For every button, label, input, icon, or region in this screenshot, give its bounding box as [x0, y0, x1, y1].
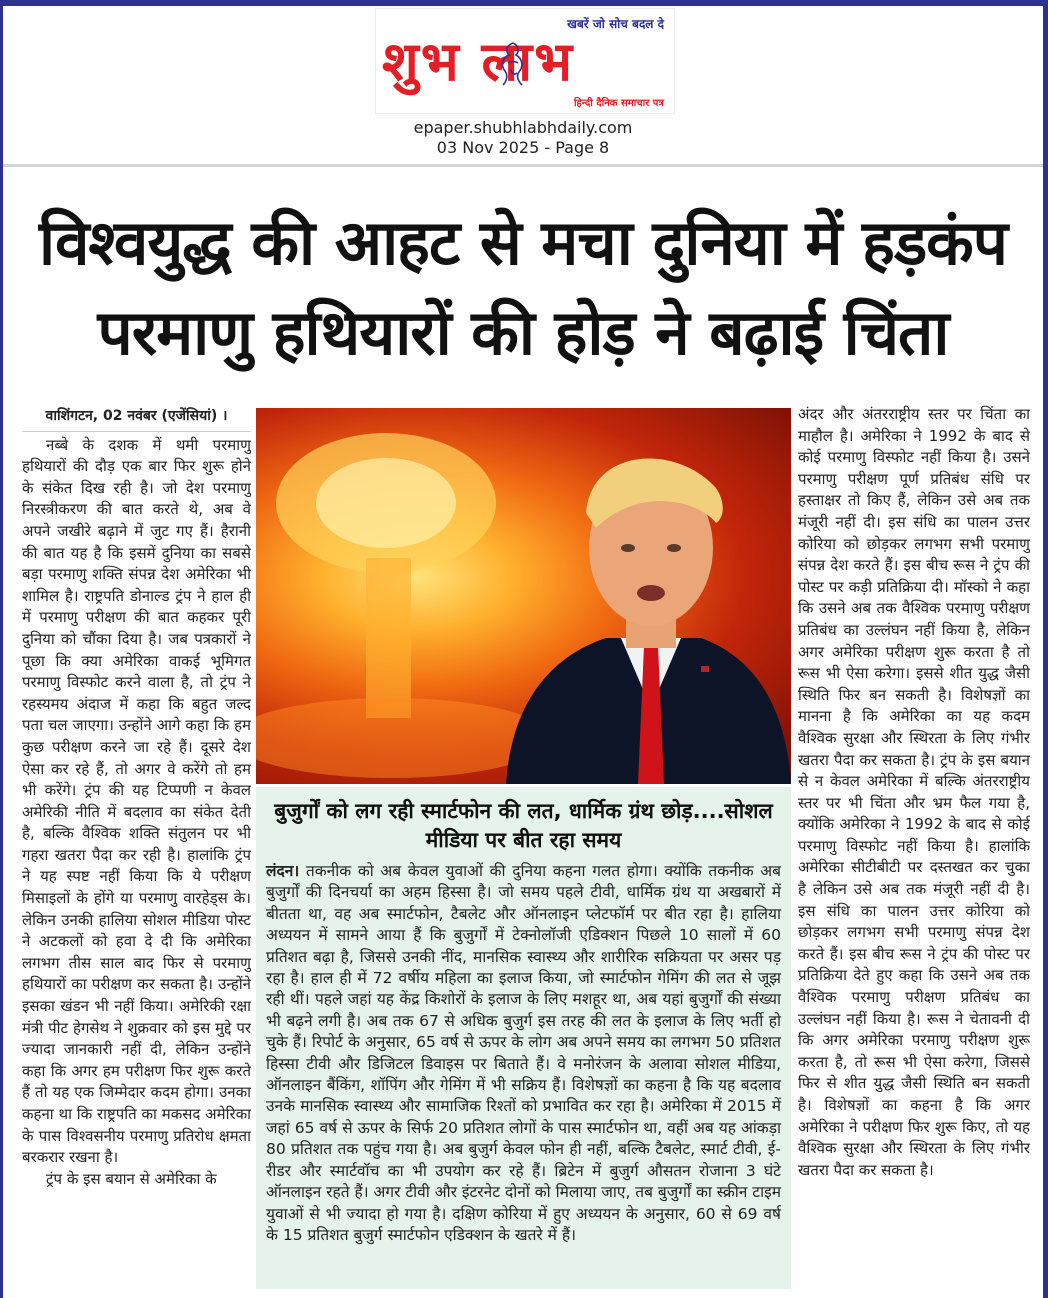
- side-story-title: बुजुर्गों को लग रही स्मार्टफोन की लत, धार्मिक ग्रंथ छोड़....सोशल मीडिया पर बीत रहा समय: [274, 799, 773, 852]
- ganesh-icon: [494, 39, 532, 89]
- headline-line-2: परमाणु हथियारों की होड़ ने बढ़ाई चिंता: [97, 296, 949, 369]
- story-paragraph-2-start: ट्रंप के इस बयान से अमेरिका के: [46, 1169, 217, 1188]
- story-paragraph-2-continued: अंदर और अंतरराष्ट्रीय स्तर पर चिंता का माहौल है। अमेरिका ने 1992 के बाद से कोई परमाणु विस्फोट नहीं किया है। उसने परमाणु परीक्षण पूर्ण प्रतिबंध संधि पर हस्ताक्षर तो किए हैं, लेकिन उसे अब तक मंजूरी नहीं दी। इस संधि का पालन उत्तर कोरिया को छोड़कर लगभग सभी परमाणु संपन्न देश करते हैं। इस बीच रूस ने ट्रंप की पोस्ट पर कड़ी प्रतिक्रिया दी। मॉस्को ने कहा कि उसने अब तक वैश्विक परमाणु परीक्षण प्रतिबंध का उल्लंघन नहीं किया है, लेकिन अगर अमेरिका परीक्षण शुरू करता है तो रूस भी ऐसा करेगा। इससे शीत युद्ध जैसी स्थिति फिर बन सकती है। विशेषज्ञों का मानना है कि अमेरिका का यह कदम वैश्विक सुरक्षा और स्थिरता के लिए गंभीर खतरा पैदा कर सकता है। ट्रंप के इस बयान से न केवल अमेरिका में बल्कि अंतरराष्ट्रीय स्तर पर भी चिंता और भ्रम फैल गया है, क्योंकि अमेरिका ने 1992 के बाद से कोई परमाणु विस्फोट नहीं किया है। हालांकि अमेरिका सीटीबीटी पर दस्तखत कर चुका है लेकिन उसे अब तक मंजूरी नहीं दी है। इस संधि का पालन उत्तर कोरिया को छोड़कर लगभग सभी परमाणु संपन्न देश करते हैं। इस बीच रूस ने ट्रंप की पोस्ट पर प्रतिक्रिया देते हुए कहा कि उसने अब तक वैश्विक परमाणु परीक्षण प्रतिबंध का उल्लंघन नहीं किया है। रूस ने चेतावनी दी कि अगर अमेरिका परमाणु परीक्षण शुरू करता है, तो रूस भी ऐसा करेगा, जिससे फिर से शीत युद्ध जैसी स्थिति बन सकती है। विशेषज्ञों का कहना है कि अगर अमेरिका ने परीक्षण फिर शुरू किए, तो यह वैश्विक सुरक्षा और स्थिरता के लिए गंभीर खतरा पैदा कर सकता है।: [798, 405, 1030, 1179]
- newspaper-logo[interactable]: [375, 8, 675, 114]
- edition-date-page: 03 Nov 2025 - Page 8: [436, 138, 610, 157]
- side-story-body: [266, 861, 781, 1246]
- logo-name: शुभ लाभ: [382, 30, 575, 93]
- epaper-page: [3, 6, 1043, 1298]
- nuclear-explosion-trump-illustration: [256, 408, 791, 784]
- site-url[interactable]: epaper.shubhlabhdaily.com: [413, 118, 633, 137]
- main-story-column-left: [22, 406, 251, 1292]
- story-photo: [256, 408, 791, 784]
- story-dateline: वाशिंगटन, 02 नवंबर (एजेंसियां) ।: [22, 406, 251, 432]
- logo-subtitle: हिन्दी दैनिक समाचार पत्र: [573, 98, 664, 109]
- masthead: [3, 6, 1043, 167]
- headline-line-1: विश्वयुद्ध की आहट से मचा दुनिया में हड़कंप: [39, 206, 1007, 279]
- main-story-column-right: [798, 404, 1030, 1290]
- side-story-box: [256, 787, 791, 1289]
- logo-tagline: खबरें जो सोच बदल दे: [567, 17, 664, 31]
- side-story-text: तकनीक को अब केवल युवाओं की दुनिया कहना गलत होगा। क्योंकि तकनीक अब बुजुर्गों की दिनचर्या का अहम हिस्सा है। जो समय पहले टीवी, धार्मिक ग्रंथ या अखबारों में बीतता था, वह अब स्मार्टफोन, टैबलेट और ऑनलाइन प्लेटफॉर्म पर बीत रहा है। हालिया अध्ययन में सामने आया हैं कि बुजुर्गों में टेक्नोलॉजी एडिक्शन पिछले 10 सालों में 60 प्रतिशत बढ़ा है, जिससे उनकी नींद, मानसिक स्वास्थ्य और शारीरिक सक्रियता पर असर पड़ रहा है। हाल ही में 72 वर्षीय महिला का इलाज किया, जो स्मार्टफोन गेमिंग की लत से जूझ रही थीं। पहले जहां यह केंद्र किशोरों के इलाज के लिए मशहूर था, अब यहां बुजुर्गों की संख्या भी बढ़ने लगी है। अब तक 67 से अधिक बुजुर्ग इस तरह की लत के इलाज के लिए भर्ती हो चुके हैं। रिपोर्ट के अनुसार, 65 वर्ष से ऊपर के लोग अब अपने समय का लगभग 50 प्रतिशत हिस्सा टीवी और डिजिटल डिवाइस पर बिताते हैं। वे मनोरंजन के अलावा सोशल मीडिया, ऑनलाइन बैंकिंग, शॉपिंग और गेमिंग में भी सक्रिय हैं। विशेषज्ञों का कहना है कि यह बदलाव उनके मानसिक स्वास्थ्य और सामाजिक रिश्तों को प्रभावित कर रहा है। अमेरिका में 2015 में जहां 65 वर्ष से ऊपर के सिर्फ 20 प्रतिशत लोगों के पास स्मार्टफोन था, वहीं अब यह आंकड़ा 80 प्रतिशत तक पहुंच गया है। अब बुजुर्ग केवल फोन ही नहीं, बल्कि टैबलेट, स्मार्ट टीवी, ई-रीडर और स्मार्टवॉच का भी उपयोग कर रहे हैं। ब्रिटेन में बुजुर्ग औसतन रोजाना 3 घंटे ऑनलाइन रहते हैं। अगर टीवी और इंटरनेट दोनों को मिलाया जाए, तब बुजुर्गों का स्क्रीन टाइम युवाओं से भी ज्यादा हो गया है। दक्षिण कोरिया में हुए अध्ययन के अनुसार, 60 से 69 वर्ष के 15 प्रतिशत बुजुर्ग स्मार्टफोन एडिक्शन के खतरे में हैं।: [266, 862, 781, 1244]
- site-info: [3, 118, 1043, 158]
- side-story-dateline: लंदन।: [266, 862, 300, 880]
- story-paragraph: नब्बे के दशक में थमी परमाणु हथियारों की दौड़ एक बार फिर शुरू होने के संकेत दिख रही है। जो देश परमाणु निरस्त्रीकरण की बात करते थे, अब वे अपने जखीरे बढ़ाने में जुट गए हैं। हैरानी की बात यह है कि इसमें दुनिया का सबसे बड़ा परमाणु शक्ति संपन्न देश अमेरिका भी शामिल है। राष्ट्रपति डोनाल्ड ट्रंप ने हाल ही में परमाणु परीक्षण की बात कहकर पूरी दुनिया को चौंका दिया है। जब पत्रकारों ने पूछा कि क्या अमेरिका वाकई भूमिगत परमाणु विस्फोट करने वाला है, तो ट्रंप ने रहस्यमय अंदाज में कहा कि बहुत जल्द पता चल जाएगा। उन्होंने आगे कहा कि हम कुछ परीक्षण करने जा रहे हैं। दूसरे देश ऐसा कर रहे हैं, तो अगर वे करेंगे तो हम भी करेंगे। ट्रंप की यह टिप्पणी न केवल अमेरिकी नीति में बदलाव का संकेत देती है, बल्कि वैश्विक शक्ति संतुलन पर भी गहरा खतरा पैदा कर रही है। हालांकि ट्रंप ने यह स्पष्ट नहीं किया कि ये परीक्षण मिसाइलों के होंगे या परमाणु वारहेड्स के। लेकिन उनकी हालिया सोशल मीडिया पोस्ट ने अटकलों को हवा दे दी कि अमेरिका लगभग तीस साल बाद फिर से परमाणु हथियारों का परीक्षण कर सकता है। उन्होंने इसका खंडन भी नहीं किया। अमेरिकी रक्षा मंत्री पीट हेगसेथ ने शुक्रवार को इस मुद्दे पर ज्यादा जानकारी नहीं दी, लेकिन उन्होंने कहा कि अगर हम परीक्षण फिर शुरू करते हैं तो यह एक जिम्मेदार कदम होगा। उनका कहना था कि राष्ट्रपति का मकसद अमेरिका के पास विश्वसनीय परमाणु प्रतिरोध क्षमता बरकरार रखना है।: [22, 435, 251, 1167]
